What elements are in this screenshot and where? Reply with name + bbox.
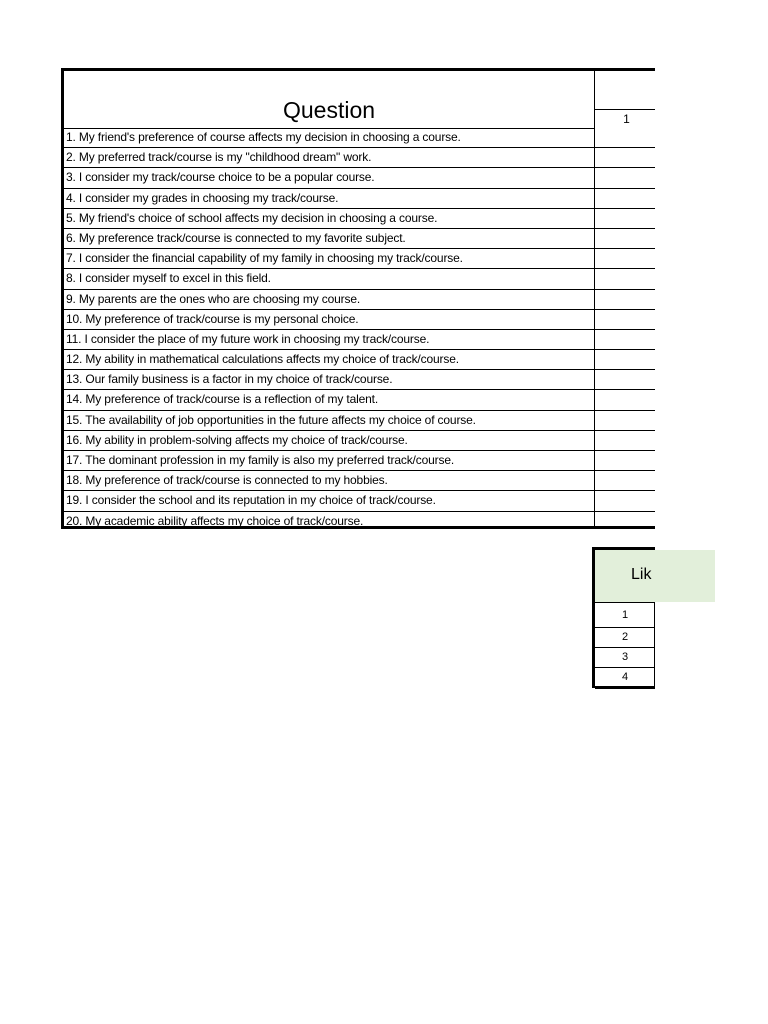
likert-row: 3 (595, 648, 654, 668)
question-row (64, 128, 655, 148)
response-cell[interactable] (595, 431, 655, 450)
question-row (64, 290, 655, 310)
question-text: 11. I consider the place of my future work in choosing my track/course. (66, 331, 430, 346)
question-text: 14. My preference of track/course is a reflection of my talent. (66, 392, 379, 407)
response-cell[interactable] (595, 269, 655, 288)
question-row (64, 411, 655, 431)
response-cell[interactable] (595, 370, 655, 389)
response-cell[interactable] (595, 290, 655, 309)
question-row (64, 249, 655, 269)
likert-rows (595, 602, 655, 689)
question-text: 3. I consider my track/course choice to be a popular course. (66, 170, 375, 185)
question-row (64, 471, 655, 491)
question-text: 19. I consider the school and its reputation in my choice of track/course. (66, 493, 436, 508)
response-cell[interactable] (595, 168, 655, 187)
question-text: 9. My parents are the ones who are choosing my course. (66, 291, 361, 306)
page-blank-area (655, 60, 768, 540)
likert-header-cell (595, 550, 715, 602)
response-cell[interactable] (595, 471, 655, 490)
question-text: 12. My ability in mathematical calculations affects my choice of track/course. (66, 352, 459, 367)
question-text: 15. The availability of job opportunities in the future affects my choice of course. (66, 412, 476, 427)
question-row (64, 269, 655, 289)
question-row (64, 209, 655, 229)
response-cell[interactable] (595, 249, 655, 268)
question-text: 8. I consider myself to excel in this field. (66, 271, 271, 286)
question-text: 10. My preference of track/course is my personal choice. (66, 311, 359, 326)
likert-scale-table (592, 547, 715, 688)
response-cell[interactable] (595, 148, 655, 167)
question-text: 1. My friend's preference of course affects my decision in choosing a course. (66, 130, 461, 144)
question-text: 16. My ability in problem-solving affects my choice of track/course. (66, 432, 408, 447)
question-row (64, 370, 655, 390)
question-text: 5. My friend's choice of school affects my decision in choosing a course. (66, 210, 438, 225)
question-text: 17. The dominant profession in my family is also my preferred track/course. (66, 453, 455, 467)
question-text: 7. I consider the financial capability of my family in choosing my track/course. (66, 251, 463, 266)
question-row (64, 189, 655, 209)
likert-row: 4 (595, 668, 654, 689)
question-text: 13. Our family business is a factor in my choice of track/course. (66, 372, 393, 387)
response-cell[interactable] (595, 128, 655, 147)
likert-header: Lik (631, 566, 652, 583)
response-cell[interactable] (595, 310, 655, 329)
question-text: 18. My preference of track/course is connected to my hobbies. (66, 473, 388, 488)
question-header: Question (282, 97, 376, 123)
question-row (64, 148, 655, 168)
question-text: 4. I consider my grades in choosing my track/course. (66, 190, 339, 205)
question-table (61, 68, 655, 529)
rating-column-number: 1 (623, 112, 630, 126)
question-row (64, 168, 655, 188)
question-text: 20. My academic ability affects my choice of track/course. (66, 513, 364, 528)
response-cell[interactable] (595, 229, 655, 248)
response-cell[interactable] (595, 209, 655, 228)
question-row (64, 512, 655, 532)
question-row (64, 310, 655, 330)
response-cell[interactable] (595, 350, 655, 369)
question-row (64, 431, 655, 451)
response-cell[interactable] (595, 390, 655, 409)
question-row (64, 390, 655, 410)
response-cell[interactable] (595, 330, 655, 349)
question-list (64, 128, 655, 532)
question-row (64, 491, 655, 511)
response-cell[interactable] (595, 512, 655, 532)
response-cell[interactable] (595, 491, 655, 510)
question-row (64, 350, 655, 370)
response-cell[interactable] (595, 189, 655, 208)
question-row (64, 451, 655, 471)
response-cell[interactable] (595, 451, 655, 470)
response-cell[interactable] (595, 411, 655, 430)
likert-row: 2 (595, 628, 654, 648)
question-text: 6. My preference track/course is connected to my favorite subject. (66, 230, 406, 245)
question-header-cell (64, 71, 594, 129)
question-row (64, 330, 655, 350)
question-text: 2. My preferred track/course is my "childhood dream" work. (66, 150, 372, 165)
likert-row: 1 (595, 603, 654, 628)
question-row (64, 229, 655, 249)
subheader-divider (594, 109, 655, 110)
likert-top-border (592, 547, 655, 550)
